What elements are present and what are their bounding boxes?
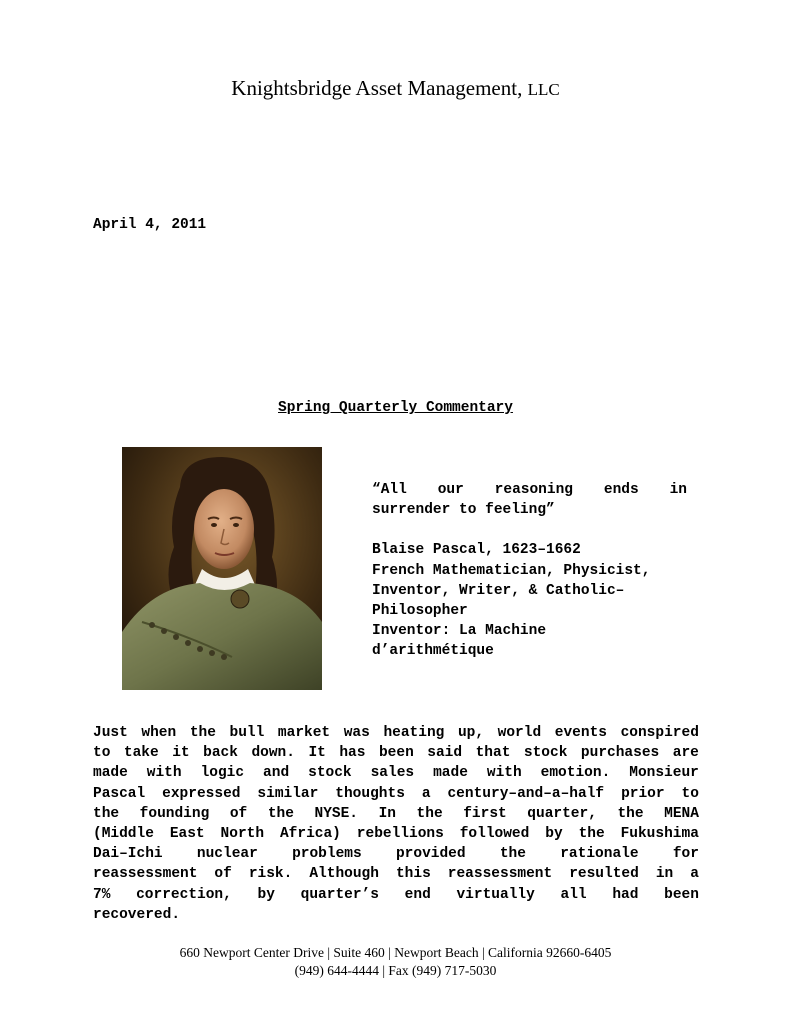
body-word: with — [486, 765, 522, 782]
body-word: heating — [383, 725, 445, 741]
body-word: this — [395, 866, 431, 883]
body-word: conspired — [620, 725, 699, 741]
body-word: founding — [139, 805, 210, 822]
body-word: Monsieur — [629, 765, 699, 782]
body-word: with — [146, 765, 182, 782]
body-word: stock — [308, 765, 352, 782]
body-word: first — [463, 805, 507, 822]
body-word: emotion. — [540, 765, 611, 782]
body-line — [93, 824, 699, 844]
quote-word: our — [437, 482, 464, 498]
body-word: when — [141, 725, 177, 741]
body-word: by — [257, 886, 275, 903]
body-word: prior — [621, 785, 665, 802]
body-word: has — [339, 745, 366, 762]
body-word: purchases — [580, 745, 660, 762]
body-word: by — [545, 825, 563, 842]
body-word: Africa) — [279, 825, 341, 842]
body-word: events — [554, 725, 607, 741]
quote-word: “All — [372, 482, 407, 498]
body-word: expressed — [162, 785, 241, 802]
body-word: NYSE. — [314, 805, 359, 822]
body-word: said — [427, 745, 463, 762]
body-word: provided — [395, 846, 466, 863]
body-word: made — [93, 765, 128, 782]
body-word: been — [664, 886, 699, 903]
letter-date: April 4, 2011 — [93, 217, 207, 233]
attribution-line: Philosopher — [372, 603, 468, 620]
body-word: the — [93, 805, 120, 822]
body-line — [93, 844, 699, 864]
attribution-line: Inventor, Writer, & Catholic– — [372, 582, 625, 599]
body-line — [93, 864, 699, 884]
body-word: quarter, — [527, 805, 597, 822]
body-word: to — [93, 745, 111, 762]
body-word: rationale — [560, 846, 639, 863]
body-word: in — [655, 866, 674, 883]
body-line — [93, 723, 699, 743]
body-word: of — [214, 866, 232, 883]
body-word: all — [560, 886, 587, 903]
body-word: Fukushima — [620, 825, 699, 842]
body-word: similar — [257, 785, 319, 802]
body-word: Pascal — [93, 785, 146, 802]
body-line — [93, 743, 699, 763]
quote-line-1 — [372, 480, 687, 500]
body-word: a — [690, 866, 699, 883]
body-word: are — [672, 745, 699, 762]
body-word: market — [277, 725, 331, 741]
body-word: to — [681, 785, 699, 802]
body-word: In — [378, 805, 396, 822]
body-word: for — [672, 846, 699, 863]
body-word: of — [229, 805, 248, 822]
body-word: century–and–a–half — [447, 785, 605, 802]
body-word: Dai–Ichi — [93, 846, 163, 863]
quote-word: ends — [603, 482, 639, 498]
company-name — [0, 76, 791, 101]
commentary-title-text: Spring Quarterly Commentary — [278, 400, 513, 416]
attribution-line: d’arithmétique — [372, 643, 494, 660]
body-word: 7% — [93, 886, 111, 903]
body-word: world — [497, 725, 542, 741]
body-word: logic — [200, 765, 245, 782]
body-word: Just — [93, 725, 128, 741]
attribution-line: Inventor: La Machine — [372, 623, 547, 640]
attribution-line: Blaise Pascal, 1623–1662 — [372, 542, 581, 559]
quote-attribution — [372, 540, 687, 661]
body-word: virtually — [456, 886, 535, 903]
body-word: MENA — [664, 805, 699, 822]
body-line — [93, 763, 699, 783]
body-word: and — [263, 765, 290, 782]
body-word: was — [343, 725, 370, 741]
body-word: down. — [251, 745, 295, 762]
commentary-title — [0, 400, 791, 416]
body-word: the — [416, 805, 443, 822]
footer — [0, 944, 791, 980]
body-word: North — [220, 825, 265, 842]
company-suffix: LLC — [527, 80, 560, 99]
pascal-portrait — [122, 447, 322, 690]
body-word: resulted — [569, 866, 639, 883]
body-word: the — [617, 805, 644, 822]
commentary-body — [93, 723, 699, 925]
body-word: followed — [459, 825, 530, 842]
body-line — [93, 885, 699, 905]
body-word: nuclear — [196, 846, 258, 863]
body-word: back — [203, 745, 238, 762]
body-word: that — [475, 745, 511, 762]
body-word: the — [267, 805, 294, 822]
body-word: take — [123, 745, 159, 762]
body-word: risk. — [248, 866, 293, 883]
quote-line-2: surrender to feeling” — [372, 502, 555, 519]
body-word: recovered. — [93, 906, 181, 923]
body-word: Although — [309, 866, 379, 883]
body-word: reassessment — [93, 866, 198, 883]
body-line — [93, 784, 699, 804]
body-word: made — [433, 765, 468, 782]
body-word: East — [169, 825, 205, 842]
pascal-quote — [372, 480, 687, 520]
quote-word: in — [669, 482, 687, 498]
body-word: the — [189, 725, 216, 741]
body-word: reassessment — [447, 866, 553, 883]
body-line — [93, 804, 699, 824]
body-word: correction, — [136, 886, 232, 903]
body-word: a — [421, 785, 431, 802]
body-word: quarter’s — [300, 886, 379, 903]
body-line — [93, 905, 699, 925]
company-name-text: Knightsbridge Asset Management, — [231, 76, 523, 100]
body-word: sales — [370, 765, 415, 782]
body-word: thoughts — [335, 785, 405, 802]
attribution-line: French Mathematician, Physicist, — [372, 562, 651, 579]
quote-word: reasoning — [494, 482, 573, 498]
footer-address: 660 Newport Center Drive | Suite 460 | Newport Beach | California 92660-6405 — [179, 945, 612, 960]
body-word: (Middle — [93, 825, 154, 842]
body-word: end — [404, 886, 431, 903]
body-word: been — [378, 745, 414, 762]
footer-phone: (949) 644-4444 | Fax (949) 717-5030 — [294, 963, 497, 978]
body-word: bull — [229, 725, 265, 741]
body-word: the — [578, 825, 605, 842]
body-word: rebellions — [356, 825, 444, 842]
body-word: stock — [523, 745, 568, 762]
body-word: problems — [292, 846, 362, 863]
body-word: had — [612, 886, 639, 903]
body-word: the — [499, 846, 526, 863]
body-word: It — [308, 745, 326, 762]
body-word: up, — [457, 725, 485, 741]
body-word: it — [172, 745, 190, 762]
quote-block — [372, 480, 687, 662]
